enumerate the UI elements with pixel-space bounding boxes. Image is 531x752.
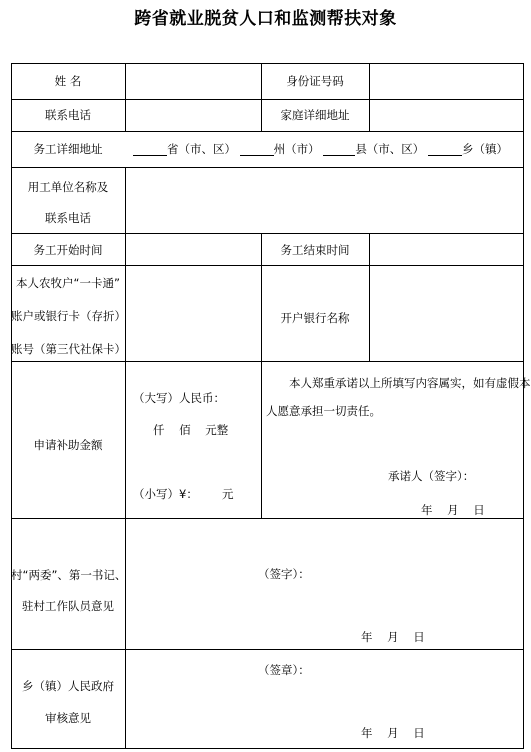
pledge-line1: 本人郑重承诺以上所填写内容属实，如有虚假本 (289, 376, 531, 390)
county-unit: 县（市、区） (355, 142, 425, 156)
township-blank (428, 143, 462, 156)
col-divider (125, 233, 126, 265)
work-address-label: 务工详细地址 (33, 142, 103, 156)
col-divider (125, 99, 126, 131)
employer-label-line2: 联系电话 (45, 211, 91, 225)
work-end-label: 务工结束时间 (280, 243, 350, 257)
town-opinion-label-line1: 乡（镇）人民政府 (22, 679, 114, 693)
col-divider (261, 361, 262, 518)
row-divider (11, 518, 524, 519)
col-divider (369, 233, 370, 265)
pledge-signer: 承诺人（签字）： (388, 469, 475, 483)
col-divider (125, 649, 126, 749)
col-divider (369, 99, 370, 131)
capital-amount-units: 仟 佰 元整 (153, 423, 229, 437)
col-divider (125, 63, 126, 99)
page-title: 跨省就业脱贫人口和监测帮扶对象 (134, 9, 397, 29)
col-divider (125, 167, 126, 233)
pledge-line2: 人愿意承担一切责任。 (266, 404, 381, 418)
col-divider (125, 361, 126, 518)
account-label-line1: 本人农牧户“一卡通” (16, 276, 120, 290)
township-unit: 乡（镇） (461, 142, 508, 156)
row-divider (11, 131, 524, 132)
employer-label-line1: 用工单位名称及 (27, 180, 109, 194)
lower-amount-unit: 元 (222, 487, 234, 501)
row-divider (11, 361, 524, 362)
lower-amount-label: （小写）¥： (133, 487, 198, 501)
prefecture-blank (240, 143, 274, 156)
row-divider (11, 99, 524, 100)
prefecture-unit: 州（市） (273, 142, 320, 156)
bank-name-label: 开户银行名称 (280, 311, 350, 325)
county-blank (323, 143, 355, 156)
village-opinion-label-line2: 驻村工作队员意见 (22, 599, 114, 613)
village-opinion-seal: （签字）： (258, 567, 310, 581)
account-label-line3: 账号（第三代社保卡） (11, 342, 126, 356)
capital-amount-label: （大写）人民币： (133, 391, 225, 405)
village-opinion-label-line1: 村“两委”、第一书记、 (11, 568, 127, 582)
col-divider (125, 518, 126, 649)
row-divider (11, 265, 524, 266)
account-label-line2: 账户或银行卡（存折） (11, 309, 126, 323)
phone-label: 联系电话 (45, 108, 91, 122)
col-divider (369, 63, 370, 99)
id-number-label: 身份证号码 (286, 74, 344, 88)
work-address-line (133, 142, 508, 156)
town-opinion-label-line2: 审核意见 (45, 711, 91, 725)
col-divider (369, 265, 370, 361)
pledge-date: 年 月 日 (421, 503, 485, 517)
subsidy-amount-label: 申请补助金额 (33, 438, 103, 452)
row-divider (11, 167, 524, 168)
village-opinion-date: 年 月 日 (361, 630, 425, 644)
province-blank (133, 143, 167, 156)
town-opinion-date: 年 月 日 (361, 726, 425, 740)
row-divider (11, 233, 524, 234)
town-opinion-seal: （签章）： (258, 663, 310, 677)
province-unit: 省（市、区） (167, 142, 236, 156)
row-divider (11, 649, 524, 650)
work-start-label: 务工开始时间 (33, 243, 103, 257)
name-label: 姓 名 (54, 74, 82, 88)
home-address-label: 家庭详细地址 (280, 108, 350, 122)
